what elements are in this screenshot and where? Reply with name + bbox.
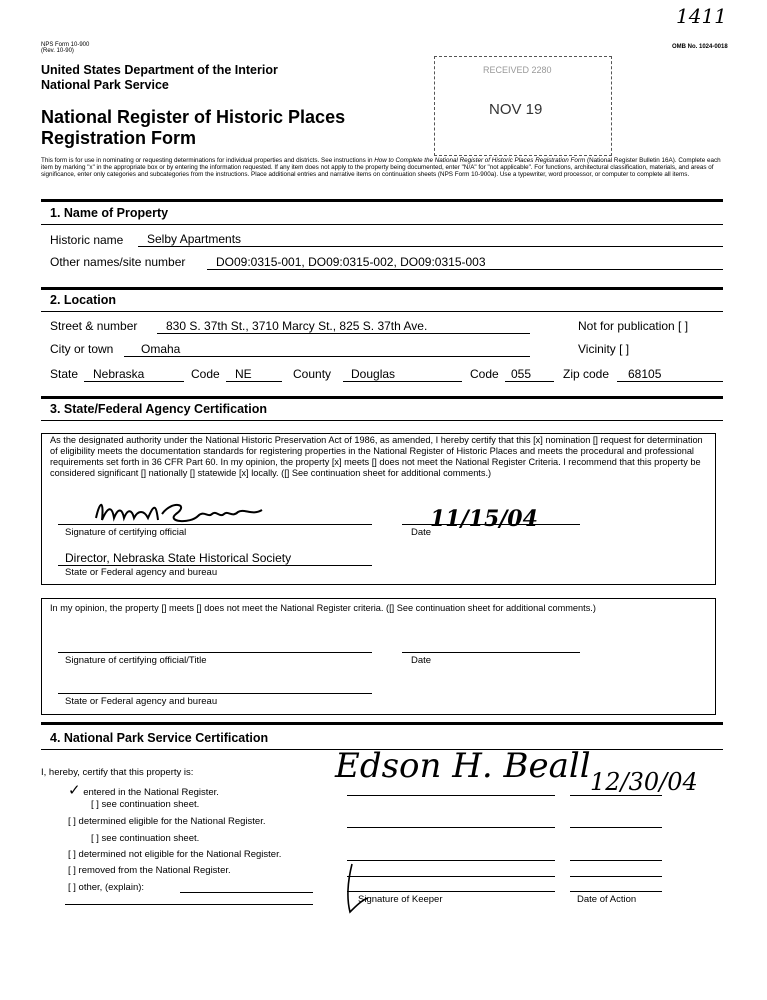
action-date-value: 12/30/04 xyxy=(590,768,698,796)
county-code-value: 055 xyxy=(511,367,532,381)
stamp-date-text: NOV 19 xyxy=(489,101,543,118)
instructions-rest: (National Register Bulletin 16A). Complete each item by marking "x" in the appropriate box or by entering the information requested. If any item does not apply to the property being documented, enter "N/A" for "not applicable". For functions, architectural classification, materials, and areas of significance, enter only categories and subcategories from the instructions. Place additional entries and narrative items on continuation sheets (NPS Form 10-900a). Use a typewriter, word processor, or computer to complete all items. xyxy=(41,157,721,178)
section2-heading: 2. Location xyxy=(50,293,116,307)
form-revision: (Rev. 10-90) xyxy=(41,48,74,54)
received-stamp xyxy=(434,56,612,156)
signature2-label: Signature of certifying official/Title xyxy=(65,655,207,666)
historic-name-value: Selby Apartments xyxy=(147,232,242,246)
date2-underline xyxy=(402,652,580,653)
instructions-prefix: This form is for use in nominating or requesting determinations for individual properties and districts. See instructions in xyxy=(41,157,373,164)
state-underline xyxy=(84,381,184,382)
option-removed[interactable]: [ ] removed from the National Register. xyxy=(68,865,231,876)
street-label: Street & number xyxy=(50,319,138,333)
option-determined-eligible[interactable]: [ ] determined eligible for the National Register. xyxy=(68,816,266,827)
state-code-underline xyxy=(226,381,282,382)
instructions-guide-title: How to Complete the National Register of Historic Places Registration Form xyxy=(374,157,586,164)
state-code-label: Code xyxy=(191,367,220,381)
certification-text: As the designated authority under the National Historic Preservation Act of 1986, as amended, I hereby certify that this [x] nomination [] request for determination of eligibility meets the documentation standards for registering properties in the National Register of Historic Places and meets the procedural and professional requirements set forth in 36 CFR Part 60. In my opinion, the property [x] meets [] does not meet the National Register Criteria. I recommend that this property be considered significant [] nationally [] statewide [x] locally. ([] See continuation sheet for additional comments.) xyxy=(50,435,703,478)
keeper-signature: Edson H. Beall xyxy=(335,746,591,786)
action-line-4 xyxy=(570,876,662,877)
handwritten-page-number: 1411 xyxy=(676,4,727,28)
option-entered-check: ✓ xyxy=(68,782,81,799)
zip-underline xyxy=(617,381,723,382)
action-line-1 xyxy=(570,795,662,796)
agency-bureau-label: State or Federal agency and bureau xyxy=(65,567,218,578)
opinion-text: In my opinion, the property [] meets [] does not meet the National Register criteria. ([] See continuation sheet for additional comments.) xyxy=(50,603,596,613)
date-label: Date xyxy=(411,527,432,538)
keeper-line-4 xyxy=(347,876,555,877)
signature-underline xyxy=(58,524,372,525)
agency-service: National Park Service xyxy=(41,78,169,92)
option-entered-label: entered in the National Register. xyxy=(83,787,219,798)
historic-name-label: Historic name xyxy=(50,233,124,247)
signature-text: Lawrence Sommer xyxy=(92,496,101,497)
date-of-action-label: Date of Action xyxy=(577,894,637,905)
other-names-value: DO09:0315-001, DO09:0315-002, DO09:0315-003 xyxy=(216,255,486,269)
option-not-eligible[interactable]: [ ] determined not eligible for the National Register. xyxy=(68,849,282,860)
action-line-3 xyxy=(570,860,662,861)
historic-name-underline xyxy=(138,246,723,247)
state-code-value: NE xyxy=(235,367,252,381)
section1-heading: 1. Name of Property xyxy=(50,206,169,220)
omb-number: OMB No. 1024-0018 xyxy=(672,44,728,50)
other-names-label: Other names/site number xyxy=(50,255,186,269)
certification-date-value: 11/15/04 xyxy=(430,506,538,532)
section3-top-rule xyxy=(41,396,723,399)
section4-heading: 4. National Park Service Certification xyxy=(50,731,269,745)
form-title-line2: Registration Form xyxy=(41,128,197,148)
agency2-underline xyxy=(58,693,372,694)
agency-underline xyxy=(58,565,372,566)
county-code-label: Code xyxy=(470,367,499,381)
city-underline xyxy=(124,356,530,357)
keeper-line-3 xyxy=(347,860,555,861)
option-entered-continuation[interactable]: [ ] see continuation sheet. xyxy=(91,799,200,810)
section3-heading-rule xyxy=(41,420,723,421)
action-line-2 xyxy=(570,827,662,828)
not-for-publication-checkbox[interactable]: Not for publication [ ] xyxy=(578,319,689,333)
city-label: City or town xyxy=(50,342,114,356)
section1-top-rule xyxy=(41,199,723,202)
date2-label: Date xyxy=(411,655,432,666)
keeper-signature-label: Signature of Keeper xyxy=(358,894,443,905)
option-eligible-continuation[interactable]: [ ] see continuation sheet. xyxy=(91,833,200,844)
keeper-intro: I, hereby, certify that this property is: xyxy=(41,767,194,778)
agency-department: United States Department of the Interior xyxy=(41,63,278,77)
city-value: Omaha xyxy=(141,342,181,356)
county-label: County xyxy=(293,367,332,381)
section1-heading-rule xyxy=(41,224,723,225)
vicinity-checkbox[interactable]: Vicinity [ ] xyxy=(578,342,630,356)
county-value: Douglas xyxy=(351,367,396,381)
other-explain-underline-2 xyxy=(65,904,313,905)
section4-top-rule xyxy=(41,722,723,725)
zip-value: 68105 xyxy=(628,367,662,381)
stamp-received-text: RECEIVED 2280 xyxy=(483,65,552,75)
action-line-5 xyxy=(570,891,662,892)
keeper-line-2 xyxy=(347,827,555,828)
section3-heading: 3. State/Federal Agency Certification xyxy=(50,402,267,416)
option-entered[interactable] xyxy=(68,781,219,799)
option-other[interactable]: [ ] other, (explain): xyxy=(68,882,145,893)
form-instructions xyxy=(41,157,725,178)
form-title-line1: National Register of Historic Places xyxy=(41,107,346,127)
street-underline xyxy=(157,333,530,334)
other-explain-underline-1 xyxy=(180,892,313,893)
agency-bureau-value: Director, Nebraska State Historical Society xyxy=(65,551,292,565)
state-value: Nebraska xyxy=(93,367,145,381)
county-code-underline xyxy=(505,381,554,382)
signature-label: Signature of certifying official xyxy=(65,527,187,538)
date-underline xyxy=(402,524,580,525)
keeper-signature-flourish xyxy=(338,860,378,920)
other-names-underline xyxy=(207,269,723,270)
section2-heading-rule xyxy=(41,311,723,312)
street-value: 830 S. 37th St., 3710 Marcy St., 825 S. 37th Ave. xyxy=(166,319,428,333)
keeper-line-1 xyxy=(347,795,555,796)
keeper-line-5 xyxy=(347,891,555,892)
form-number: NPS Form 10-900 xyxy=(41,42,90,48)
state-label: State xyxy=(50,367,79,381)
signature2-underline xyxy=(58,652,372,653)
section2-top-rule xyxy=(41,287,723,290)
agency2-label: State or Federal agency and bureau xyxy=(65,696,218,707)
county-underline xyxy=(343,381,462,382)
zip-label: Zip code xyxy=(563,367,610,381)
